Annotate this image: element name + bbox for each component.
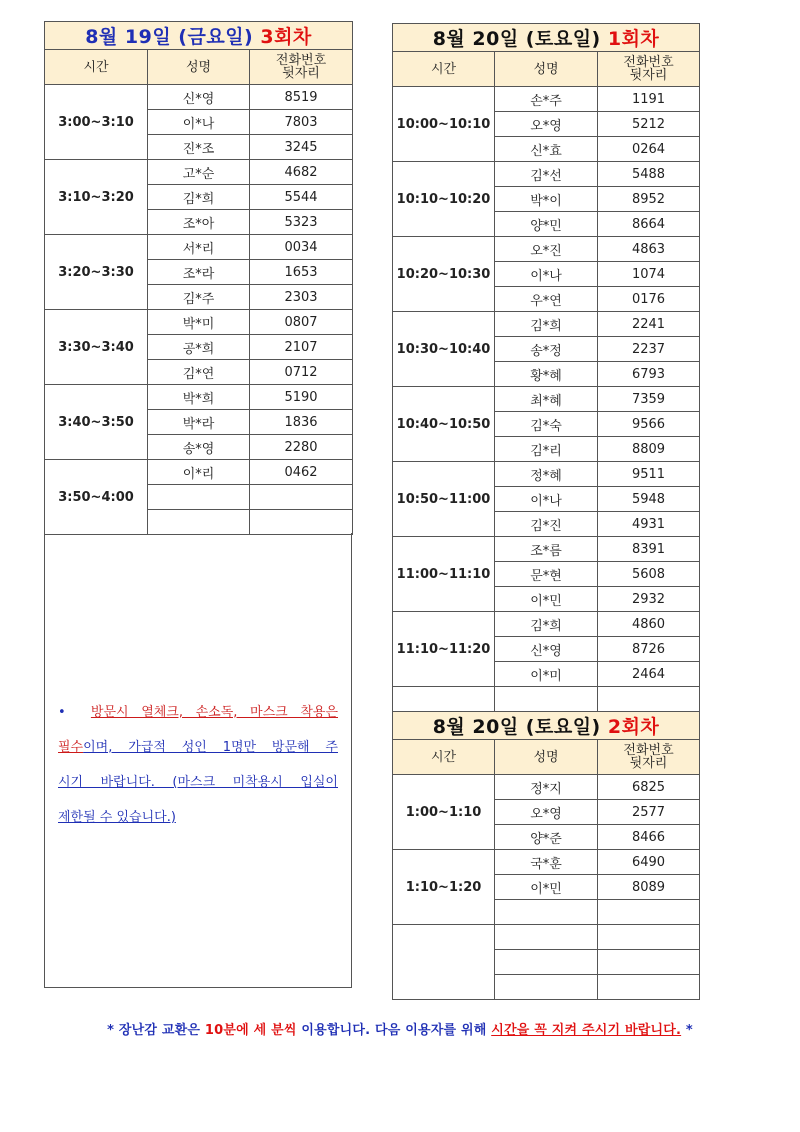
time-slot: 11:00~11:10 [393,537,495,612]
phone-cell [250,510,353,535]
name-cell: 이*나 [148,110,250,135]
phone-cell: 8519 [250,85,353,110]
title-date: 8월 19일 (금요일) [85,26,254,48]
table-row [45,385,353,410]
time-slot: 10:10~10:20 [393,162,495,237]
name-cell: 김*희 [495,612,598,637]
name-cell: 김*리 [495,437,598,462]
name-cell: 김*주 [148,285,250,310]
phone-cell: 5544 [250,185,353,210]
phone-cell: 2237 [598,337,700,362]
time-slot: 10:40~10:50 [393,387,495,462]
time-slot: 3:00~3:10 [45,85,148,160]
phone-cell: 8726 [598,637,700,662]
time-slot: 10:30~10:40 [393,312,495,387]
name-cell [148,510,250,535]
phone-cell: 4682 [250,160,353,185]
title-round: 3회차 [260,26,312,48]
phone-cell: 8952 [598,187,700,212]
footer-notice: * 장난감 교환은 10분에 세 분씩 이용합니다. 다음 이용자를 위해 시간을 꼭 지켜 주시기 바랍니다. * [107,1023,693,1038]
phone-cell: 8809 [598,437,700,462]
table-row [393,462,700,487]
phone-cell: 8089 [598,875,700,900]
phone-cell: 0176 [598,287,700,312]
name-cell: 박*희 [148,385,250,410]
phone-cell: 5212 [598,112,700,137]
name-cell: 김*연 [148,360,250,385]
name-cell: 조*름 [495,537,598,562]
name-cell: 정*혜 [495,462,598,487]
table-row [393,612,700,637]
header-phone: 전화번호 뒷자리 [598,52,700,87]
header-name: 성명 [495,740,598,775]
phone-cell: 1836 [250,410,353,435]
table-body-round2 [393,775,700,1000]
name-cell: 송*정 [495,337,598,362]
schedule-table-aug19 [44,21,353,535]
phone-cell: 7803 [250,110,353,135]
phone-cell: 4860 [598,612,700,637]
time-slot: 3:10~3:20 [45,160,148,235]
phone-cell: 0807 [250,310,353,335]
name-cell: 오*영 [495,800,598,825]
phone-cell: 9566 [598,412,700,437]
name-cell: 우*연 [495,287,598,312]
header-time: 시간 [393,52,495,87]
name-cell: 신*영 [148,85,250,110]
header-phone: 전화번호 뒷자리 [250,50,353,85]
name-cell: 김*숙 [495,412,598,437]
phone-cell: 1653 [250,260,353,285]
name-cell: 손*주 [495,87,598,112]
table-body [45,85,353,535]
phone-cell: 2932 [598,587,700,612]
time-slot: 10:20~10:30 [393,237,495,312]
name-cell: 황*혜 [495,362,598,387]
name-cell: 김*희 [148,185,250,210]
table-row [393,925,700,950]
time-slot: 10:00~10:10 [393,87,495,162]
name-cell: 신*효 [495,137,598,162]
name-cell: 이*민 [495,587,598,612]
phone-cell: 2577 [598,800,700,825]
phone-cell: 4931 [598,512,700,537]
time-slot: 1:00~1:10 [393,775,495,850]
name-cell: 문*현 [495,562,598,587]
phone-cell [250,485,353,510]
table-title [45,22,353,50]
phone-cell [598,900,700,925]
name-cell: 양*준 [495,825,598,850]
table-row [393,850,700,875]
time-slot: 3:40~3:50 [45,385,148,460]
name-cell: 정*지 [495,775,598,800]
header-phone: 전화번호 뒷자리 [598,740,700,775]
name-cell: 서*리 [148,235,250,260]
time-slot [393,925,495,1000]
phone-cell: 2107 [250,335,353,360]
phone-cell: 6825 [598,775,700,800]
empty-row [393,687,700,712]
time-slot: 10:50~11:00 [393,462,495,537]
notice-text: • 방문시 열체크, 손소독, 마스크 착용은 필수이며, 가급적 성인 1명만 방문해 주 시기 바랍니다. (마스크 미착용시 입실이 제한될 수 있습니다.) [58,705,338,825]
table-row [393,537,700,562]
phone-cell: 9511 [598,462,700,487]
table-body [393,87,700,687]
phone-cell: 8664 [598,212,700,237]
header-name: 성명 [148,50,250,85]
table-row [45,310,353,335]
schedule-table-aug20-round1 [392,23,700,1000]
name-cell: 오*영 [495,112,598,137]
name-cell: 진*조 [148,135,250,160]
time-slot: 1:10~1:20 [393,850,495,925]
table-row [393,387,700,412]
name-cell: 이*나 [495,262,598,287]
name-cell [148,485,250,510]
name-cell: 공*희 [148,335,250,360]
header-time: 시간 [45,50,148,85]
table-row [393,775,700,800]
name-cell: 조*라 [148,260,250,285]
name-cell [495,975,598,1000]
phone-cell: 2280 [250,435,353,460]
time-slot: 3:20~3:30 [45,235,148,310]
phone-cell: 1191 [598,87,700,112]
name-cell: 이*나 [495,487,598,512]
name-cell: 이*민 [495,875,598,900]
name-cell: 신*영 [495,637,598,662]
phone-cell: 1074 [598,262,700,287]
name-cell: 조*아 [148,210,250,235]
table-row [45,160,353,185]
time-slot: 11:10~11:20 [393,612,495,687]
phone-cell: 3245 [250,135,353,160]
name-cell: 양*민 [495,212,598,237]
phone-cell: 5488 [598,162,700,187]
name-cell [495,925,598,950]
name-cell [495,950,598,975]
name-cell: 최*혜 [495,387,598,412]
name-cell: 박*라 [148,410,250,435]
phone-cell: 6490 [598,850,700,875]
time-slot: 3:50~4:00 [45,460,148,535]
phone-cell: 0034 [250,235,353,260]
name-cell: 이*미 [495,662,598,687]
phone-cell: 8391 [598,537,700,562]
bullet: • [58,705,66,720]
name-cell: 박*미 [148,310,250,335]
time-slot: 3:30~3:40 [45,310,148,385]
name-cell: 고*순 [148,160,250,185]
table-row [393,162,700,187]
table-row [45,235,353,260]
phone-cell: 4863 [598,237,700,262]
phone-cell: 2303 [250,285,353,310]
name-cell: 김*희 [495,312,598,337]
phone-cell: 5190 [250,385,353,410]
phone-cell: 5608 [598,562,700,587]
name-cell [495,900,598,925]
table-row [45,85,353,110]
phone-cell: 8466 [598,825,700,850]
phone-cell [598,950,700,975]
table-row [45,460,353,485]
table-row [393,237,700,262]
name-cell: 이*리 [148,460,250,485]
phone-cell: 5323 [250,210,353,235]
phone-cell: 0264 [598,137,700,162]
phone-cell: 2464 [598,662,700,687]
name-cell: 송*영 [148,435,250,460]
phone-cell [598,975,700,1000]
header-name: 성명 [495,52,598,87]
phone-cell: 0462 [250,460,353,485]
header-time: 시간 [393,740,495,775]
phone-cell: 2241 [598,312,700,337]
name-cell: 김*선 [495,162,598,187]
phone-cell [598,925,700,950]
phone-cell: 0712 [250,360,353,385]
name-cell: 오*진 [495,237,598,262]
table-row [393,312,700,337]
name-cell: 김*진 [495,512,598,537]
table-title-round2: 8월 20일 (토요일) 2회차 [393,712,700,740]
phone-cell: 7359 [598,387,700,412]
table-title: 8월 20일 (토요일) 1회차 [393,24,700,52]
name-cell: 박*이 [495,187,598,212]
phone-cell: 5948 [598,487,700,512]
name-cell: 국*훈 [495,850,598,875]
table-row [393,87,700,112]
phone-cell: 6793 [598,362,700,387]
